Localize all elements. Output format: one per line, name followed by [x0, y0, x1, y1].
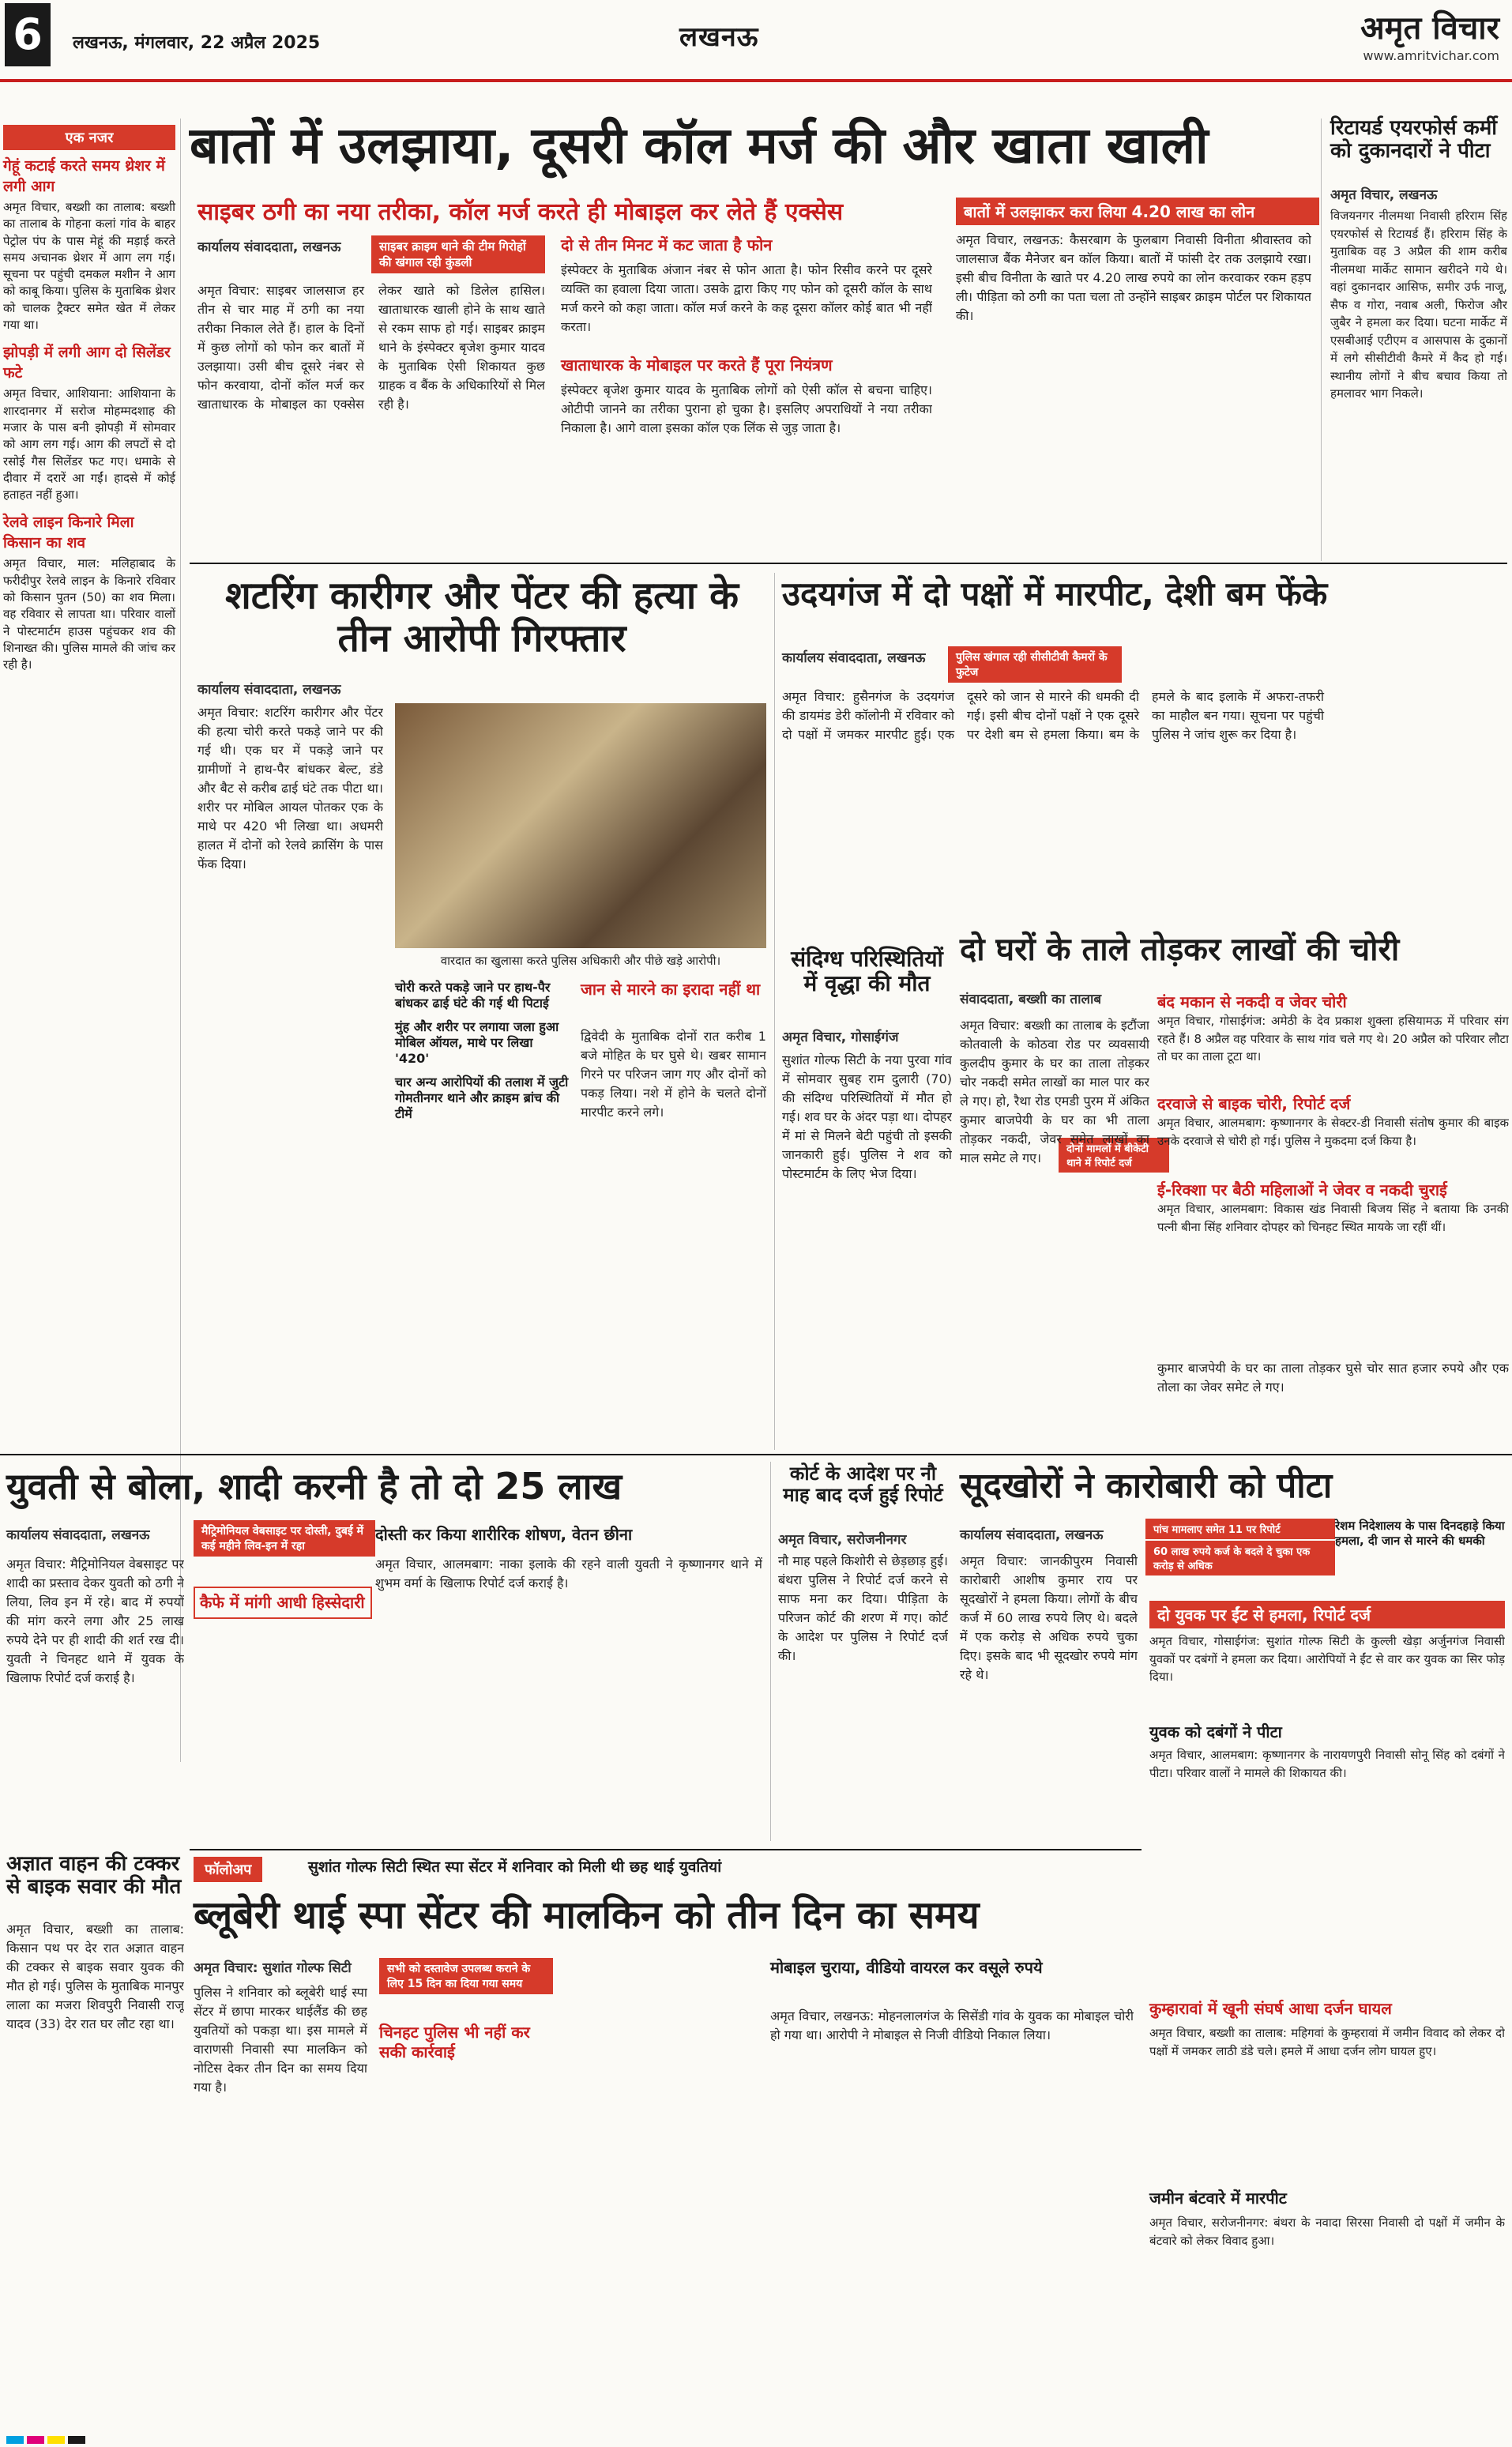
column-rule [1321, 119, 1322, 561]
lenders-tag: पांच मामलाए समेत 11 पर रिपोर्ट [1145, 1519, 1335, 1539]
section-title: लखनऊ [679, 21, 759, 53]
lenders-byline: कार्यालय संवाददाता, लखनऊ [960, 1527, 1104, 1543]
lead-headline: बातों में उलझाया, दूसरी कॉल मर्ज की और खाता खाली [190, 117, 1209, 175]
lead-side-tag: साइबर क्राइम थाने की टीम गिरोहों की खंगाल रही कुंडली [371, 235, 545, 273]
followup-tag: फॉलोअप [194, 1857, 262, 1882]
murder-body2: द्विवेदी के मुताबिक दोनों रात करीब 1 बजे मोहित के घर घुसे थे। खबर सामान गिरने पर परिजन जाग गए और दोनों को पकड़ लिया। नशे में होने के चलते दोनों मारपीट करने लगे। [581, 1029, 766, 1120]
brief-title: झोपड़ी में लगी आग दो सिलेंडर फटे [3, 344, 171, 382]
murder-points [395, 980, 569, 1122]
column-rule [774, 573, 775, 1450]
mobile-text: अमृत विचार, लखनऊ: मोहनलालगंज के सिसेंडी गांव के युवक का मोबाइल चोरी हो गया था। आरोपी ने मोबाइल से निजी वीडियो निकाल लिया। [770, 2008, 1134, 2042]
brief-text: अमृत विचार, सरोजनीनगर: बंथरा के नवादा सिरसा निवासी दो पक्षों में जमीन के बंटवारे को लेकर विवाद हुआ। [1149, 2215, 1505, 2248]
court-headline: कोर्ट के आदेश पर नौ माह बाद दर्ज हुई रिपोर्ट [783, 1463, 943, 1506]
lead-box2-text: इंस्पेक्टर बृजेश कुमार यादव के मुताबिक लोगों को ऐसी कॉल से बचना चाहिए। ओटीपी जानने का तरीका पुराना हो चुका है। इसलिए अपराधियों ने नया तरीका निकाला है। आगे वाला इसका कॉल एक लिंक से जुड़ जाता है। [561, 382, 932, 435]
spa-headline: ब्लूबेरी थाई स्पा सेंटर की मालकिन को तीन दिन का समय [194, 1893, 980, 1937]
press-conference-photo [395, 703, 766, 948]
dateline: लखनऊ, मंगलवार, 22 अप्रैल 2025 [73, 33, 321, 53]
point-item: चार अन्य आरोपियों की तलाश में जुटी गोमतीनगर थाने और क्राइम ब्रांच की टीमें [395, 1075, 569, 1121]
brief-text: अमृत विचार, बख्शी का तालाब: महिगवां के कुम्हरावां में जमीन विवाद को लेकर दो पक्षों में जमकर लाठी डंडे चले। हमले में आधा दर्जन लोग घायल हुए। [1149, 2026, 1505, 2058]
brief-title: गेहूं कटाई करते समय थ्रेशर में लगी आग [3, 157, 165, 195]
marriage-body2: अमृत विचार, आलमबाग: नाका इलाके की रहने वाली युवती ने कृष्णानगर थाने में शुभम वर्मा के खिलाफ रिपोर्ट दर्ज कराई है। [375, 1557, 762, 1591]
airforce-byline: अमृत विचार, लखनऊ [1330, 187, 1438, 203]
marriage-body: अमृत विचार: मैट्रिमोनियल वेबसाइट पर शादी का प्रस्ताव देकर युवती को ठगी ने लिया, लिव इन में रहे। बाद में रुपयों की मांग करने लगा और 25 लाख रुपये देने पर ही शादी की शर्त रख दी। युवती ने चिनहट थाने में युवक के खिलाफ रिपोर्ट दर्ज कराई है। [6, 1557, 184, 1685]
brief-text: अमृत विचार, आलमबाग: विकास खंड निवासी बिजय सिंह ने बताया कि उनकी पत्नी बीना सिंह शनिवार दोपहर को चिनहट स्थित मायके जा रहीं थीं। [1157, 1202, 1509, 1234]
marriage-byline: कार्यालय संवाददाता, लखनऊ [6, 1527, 150, 1543]
brief-title: दरवाजे से बाइक चोरी, रिपोर्ट दर्ज [1157, 1094, 1351, 1113]
brief-text: अमृत विचार, बख्शी का तालाब: बख्शी का तालाब के गोहना कलां गांव के बाहर पेट्रोल पंप के पास मेहूं की मड़ाई करते समय अचानक थ्रेशर में आग लग गई। सूचना पर पहुंची दमकल मशीन ने आग को काबू किया। पुलिस के मुताबिक थ्रेशर को चालक ट्रैक्टर समेत खेत में लेकर गया था। [3, 200, 175, 333]
court-body: नौ माह पहले किशोरी से छेड़छाड़ हुई। बंथरा पुलिस ने रिपोर्ट दर्ज करने से साफ मना कर दिया। पीड़िता के परिजन कोर्ट की शरण में गए। कोर्ट के आदेश पर पुलिस ने रिपोर्ट दर्ज की। [778, 1553, 948, 1663]
airforce-headline: रिटायर्ड एयरफोर्स कर्मी को दुकानदारों ने पीटा [1330, 116, 1497, 164]
udaiganj-byline: कार्यालय संवाददाता, लखनऊ [782, 650, 926, 666]
murder-body: अमृत विचार: शटरिंग कारीगर और पेंटर की हत्या चोरी करते पकड़े जाने पर की गई थी। एक घर में पकड़े जाने पर ग्रामीणों ने हाथ-पैर बांधकर बेल्ट, डंडे और बैट से करीब ढाई घंटे तक पीटा था। शरीर पर मोबिल आयल पोतकर एक के माथे पर 420 भी लिखा था। अधमरी हालत में दोनों को रेलवे क्रासिंग के पास फेंक दिया। [197, 705, 383, 872]
court-byline: अमृत विचार, सरोजनीनगर [778, 1532, 907, 1548]
lenders-headline: सूदखोरों ने कारोबारी को पीटा [960, 1466, 1333, 1506]
brick-body: अमृत विचार, गोसाईगंज: सुशांत गोल्फ सिटी के कुल्ली खेड़ा अर्जुनगंज निवासी युवकों पर दबंगों ने हमला कर दिया। आरोपियों ने ईंट से वार कर युवक का सिर फोड़ दिया। [1149, 1634, 1505, 1684]
theft-body: अमृत विचार: बख्शी का तालाब के इटौंजा कोतवाली के कोठवा रोड पर व्यवसायी कुलदीप कुमार के घर का ताला तोड़कर चोर नकदी समेत लाखों का माल पार कर ले गए। हो, रैथा रोड एमडी पुरम में अंकित कुमार बाजपेयी के घर का भी ताला तोड़कर नकदी, जेवर समेत लाखों का माल समेट ले गए। [960, 1018, 1149, 1165]
lead-subheadline: साइबर ठगी का नया तरीका, कॉल मर्ज करते ही मोबाइल कर लेते हैं एक्सेस [197, 198, 844, 226]
spa-side-title: सभी को दस्तावेज उपलब्ध कराने के लिए 15 दिन का दिया गया समय [379, 1958, 553, 1994]
udaiganj-body: अमृत विचार: हुसैनगंज के उदयगंज की डायमंड डेरी कॉलोनी में रविवार को दो पक्षों में जमकर मारपीट हुई। एक दूसरे को जान से मारने की धमकी दी गई। इसी बीच दोनों पक्षों ने एक दूसरे पर देशी बम से हमला किया। बम के हमले के बाद इलाके में अफरा-तफरी का माहौल बन गया। सूचना पर पहुंची पुलिस ने जांच शुरू कर दिया है। [782, 689, 1324, 742]
brief-text: अमृत विचार, आलमबाग: कृष्णानगर के नारायणपुरी निवासी सोनू सिंह को दबंगों ने पीटा। परिवार वालों ने मामले की शिकायत की। [1149, 1748, 1505, 1780]
spa-body: पुलिस ने शनिवार को ब्लूबेरी थाई स्पा सेंटर में छापा मारकर थाईलैंड की छह युवतियों को पकड़ा था। इस मामले में वाराणसी निवासी स्पा मालकिन को नोटिस देकर तीन दिन का समय दिया गया है। [194, 1985, 367, 2095]
page-number: 6 [5, 3, 51, 66]
theft-byline: संवाददाता, बख्शी का तालाब [960, 992, 1102, 1007]
old-woman-body: सुशांत गोल्फ सिटी के नया पुरवा गांव में सोमवार सुबह राम दुलारी (70) की संदिग्ध परिस्थितियों में मौत हो गई। शव घर के अंदर पड़ा था। दोपहर में मां से मिलने बेटी पहुंची तो इसकी जानकारी हुई। पुलिस ने शव को पोस्टमार्टम के लिए भेज दिया। [782, 1052, 952, 1181]
spa-kicker: सुशांत गोल्फ सिटी स्थित स्पा सेंटर में शनिवार को मिली थी छह थाई युवतियां [308, 1858, 722, 1876]
print-colorbar [6, 2432, 88, 2447]
lead-byline: कार्यालय संवाददाता, लखनऊ [197, 239, 341, 255]
lead-body: अमृत विचार: साइबर जालसाज हर तीन से चार माह में ठगी का नया तरीका निकाल लेते हैं। हाल के दिनों में कुछ लोगों को फोन कर बातों में उलझाया। उसी बीच दूसरे नंबर से फोन करवाया, दोनों कॉल मर्ज कर खाताधारक के मोबाइल का एक्सेस लेकर खाते को डिलेल हासिल। खाताधारक खाली होने के साथ खाते से रकम साफ हो गई। साइबर क्राइम थाने के इंस्पेक्टर बृजेश कुमार यादव के मुताबिक ऐसी शिकायत कुछ ग्राहक व बैंक के अधिकारियों से मिल रही है। [197, 283, 545, 412]
section-rule [190, 563, 1507, 564]
brief-title: ई-रिक्शा पर बैठी महिलाओं ने जेवर व नकदी चुराई [1157, 1180, 1447, 1199]
lenders-tag: 60 लाख रुपये कर्ज के बदले दे चुका एक करोड़ से अधिक [1145, 1541, 1335, 1575]
accident-headline: अज्ञात वाहन की टक्कर से बाइक सवार की मौत [6, 1852, 182, 1899]
spa-box-title: चिनहट पुलिस भी नहीं कर सकी कार्रवाई [379, 2023, 530, 2061]
theft-bottom: कुमार बाजपेयी के घर का ताला तोड़कर घुसे चोर सात हजार रुपये और एक तोला का जेवर समेट ले गए। [1157, 1361, 1509, 1395]
marriage-box-title: कैफे में मांगी आधी हिस्सेदारी [194, 1587, 372, 1619]
brand-url[interactable]: www.amritvichar.com [1363, 48, 1499, 63]
marriage-tag: मैट्रिमोनियल वेबसाइट पर दोस्ती, दुबई में कई महीने लिव-इन में रहा [194, 1520, 375, 1557]
brand-logo: अमृत विचार [1360, 10, 1499, 47]
brief-text: अमृत विचार, माल: मलिहाबाद के फरीदीपुर रेलवे लाइन के किनारे रविवार को किसान पुतन (50) का शव मिला। वह रविवार से लापता था। परिवार वालों ने पोस्टमार्टम हाउस पहुंचकर शव की शिनाख्त की। पुलिस मामले की जांच कर रही है। [3, 556, 175, 672]
theft-tag: दोनों मामलों में बीकेटी थाने में रिपोर्ट दर्ज [1059, 1138, 1169, 1173]
brief-title: रेलवे लाइन किनारे मिला किसान का शव [3, 514, 134, 552]
udaiganj-headline: उदयगंज में दो पक्षों में मारपीट, देशी बम फेंके [782, 574, 1328, 613]
loan-body: अमृत विचार, लखनऊ: कैसरबाग के फुलबाग निवासी विनीता श्रीवास्तव को जालसाज बैंक मैनेजर बन कॉल किया। बातों में फांसी देर तक उलझाये रखा। इसी बीच विनीता के खाते पर 4.20 लाख रुपये का लोन करवाकर रकम हड़प ली। पीड़िता को ठगी का पता चला तो उन्होंने साइबर क्राइम पोर्टल पर शिकायत की। [956, 232, 1311, 323]
photo-caption: वारदात का खुलासा करते पुलिस अधिकारी और पीछे खड़े आरोपी। [440, 954, 721, 968]
mobile-title: मोबाइल चुराया, वीडियो वायरल कर वसूले रुपये [770, 1958, 1043, 1977]
brand-block [1360, 5, 1499, 63]
murder-headline: शटरिंग कारीगर और पेंटर की हत्या के तीन आरोपी गिरफ्तार [225, 574, 739, 661]
accident-body: अमृत विचार, बख्शी का तालाब: किसान पथ पर देर रात अज्ञात वाहन की टक्कर से बाइक सवार युवक की मौत हो गई। पुलिस के मुताबिक मानपुर लाला का मजरा शिवपुरी निवासी राजू यादव (33) देर रात घर लौट रहा था। [6, 1922, 184, 2031]
old-woman-byline: अमृत विचार, गोसाईगंज [782, 1030, 899, 1045]
brief-text: अमृत विचार, गोसाईगंज: अमेठी के देव प्रकाश शुक्ला हसियामऊ में परिवार संग रहते हैं। 8 अप्रैल वह परिवार के साथ गांव चले गए थे। 20 अप्रैल को परिवार लौटा तो घर का ताला टूटा था। [1157, 1014, 1509, 1064]
lenders-body: अमृत विचार: जानकीपुरम निवासी कारोबारी आशीष कुमार राय पर सूदखोरों ने हमला किया। लोगों के बीच कर्ज में 60 लाख रुपये लिए थे। बदले में एक करोड़ से अधिक रुपये चुका दिए। इसके बाद भी सूदखोर रुपये मांग रहे थे। [960, 1553, 1138, 1682]
brief-text: अमृत विचार, आलमबाग: कृष्णानगर के सेक्टर-डी निवासी संतोष कुमार की बाइक उनके दरवाजे से चोरी हो गई। पुलिस ने मुकदमा दर्ज किया है। [1157, 1116, 1509, 1148]
theft-headline: दो घरों के ताले तोड़कर लाखों की चोरी [960, 932, 1400, 968]
old-woman-headline: संदिग्ध परिस्थितियों में वृद्धा की मौत [791, 946, 943, 997]
marriage-box2-title: दोस्ती कर किया शारीरिक शोषण, वेतन छीना [375, 1525, 633, 1544]
loan-bar: बातों में उलझाकर करा लिया 4.20 लाख का लोन [956, 198, 1319, 225]
section-rule [0, 1454, 1512, 1455]
murder-box-title: जान से मारने का इरादा नहीं था [581, 980, 761, 999]
brief-title: बंद मकान से नकदी व जेवर चोरी [1157, 992, 1347, 1011]
brief-title: युवक को दबंगों ने पीटा [1149, 1722, 1282, 1741]
point-item: चोरी करते पकड़े जाने पर हाथ-पैर बांधकर ढाई घंटे की गई थी पिटाई [395, 980, 551, 1011]
brief-title: जमीन बंटवारे में मारपीट [1149, 2189, 1287, 2208]
left-rail [3, 125, 175, 682]
lead-box-text: इंस्पेक्टर के मुताबिक अंजान नंबर से फोन आता है। फोन रिसीव करने पर दूसरे व्यक्ति का हवाला दिया जाता। उसके द्वारा किए गए फोन को दूसरी कॉल के साथ मर्ज करने को कहा जाता। कॉल मर्ज करने के कह दूसरा कॉलर कोई बात भी नहीं करता। [561, 262, 932, 334]
brick-title: दो युवक पर ईंट से हमला, रिपोर्ट दर्ज [1149, 1601, 1505, 1628]
point-item: मुंह और शरीर पर लगाया जला हुआ मोबिल ऑयल, माथे पर लिखा '420' [395, 1019, 559, 1066]
udaiganj-tag: पुलिस खंगाल रही सीसीटीवी कैमरों के फुटेज [948, 646, 1122, 683]
column-rule [180, 119, 181, 1762]
lenders-tag3: रेशम निदेशालय के पास दिनदहाड़े किया हमला, दी जान से मारने की धमकी [1335, 1519, 1505, 1548]
murder-byline: कार्यालय संवाददाता, लखनऊ [197, 682, 341, 698]
airforce-body: विजयनगर नीलमथा निवासी हरिराम सिंह एयरफोर्स से रिटायर्ड हैं। हरिराम सिंह के मुताबिक वह 3 अप्रैल की शाम करीब नीलमथा मार्केट सामान खरीदने गये थे। वहां दुकानदार आसिफ, समीर उर्फ नाजू, सैफ व गोरा, नवाब अली, फिरोज और जुबैर ने हमला कर दिया। घटना मार्केट में एसबीआई एटीएम व आसपास के दुकानों में लगे सीसीटीवी कैमरे में कैद हो गई। स्थानीय लोगों ने बीच बचाव किया तो हमलावर भाग निकले। [1330, 209, 1507, 401]
marriage-headline: युवती से बोला, शादी करनी है तो दो 25 लाख [6, 1465, 622, 1508]
brief-title: कुम्हारावां में खूनी संघर्ष आधा दर्जन घायल [1149, 1999, 1392, 2018]
lead-box-title: दो से तीन मिनट में कट जाता है फोन [561, 235, 773, 254]
theft-briefs [1157, 992, 1509, 1276]
brief-text: अमृत विचार, आशियाना: आशियाना के शारदानगर में सरोज मोहम्मदशाह की मजार के पास बनी झोपड़ी में सोमवार को आग लग गई। आग की लपटों से दो रसोई गैस सिलेंडर फट गए। धमाके से दीवार में दरारें आ गईं। हादसे में कोई हताहत नहीं हुआ। [3, 386, 175, 503]
column-rule [770, 1462, 771, 1841]
left-rail-label: एक नजर [3, 125, 175, 150]
header-rule [0, 79, 1512, 82]
spa-byline: अमृत विचार: सुशांत गोल्फ सिटी [194, 1960, 352, 1976]
lead-box2-title: खाताधारक के मोबाइल पर करते हैं पूरा नियंत्रण [561, 356, 833, 375]
section-rule [190, 1849, 1142, 1850]
